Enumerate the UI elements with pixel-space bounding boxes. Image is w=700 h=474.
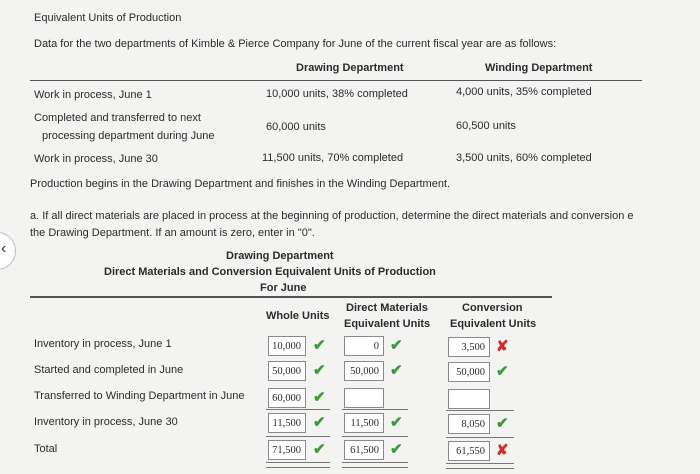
- check-icon: ✔: [313, 362, 326, 379]
- dm-input-wip-june30[interactable]: 11,500: [344, 413, 384, 433]
- check-icon: ✔: [313, 414, 326, 431]
- check-icon: ✔: [390, 441, 403, 458]
- conv-double-rule: [446, 463, 514, 469]
- check-icon: ✔: [390, 362, 403, 379]
- schedule-header-rule: [30, 296, 552, 298]
- whole-units-double-rule: [266, 462, 330, 468]
- conv-subtotal-rule: [446, 410, 514, 411]
- cross-icon: ✘: [496, 442, 509, 459]
- col-winding-header: Winding Department: [485, 62, 593, 74]
- question-line2: the Drawing Department. If an amount is zero, enter in "0".: [30, 227, 315, 239]
- row-transferred-label2: processing department during June: [42, 130, 215, 142]
- col-drawing-header: Drawing Department: [296, 62, 404, 74]
- conv-input-transferred[interactable]: [448, 389, 490, 409]
- sched-row-wip-june30-label: Inventory in process, June 30: [34, 416, 178, 428]
- dm-input-total[interactable]: 61,500: [344, 440, 384, 460]
- conv-input-wip-june1[interactable]: 3,500: [448, 337, 490, 357]
- check-icon: ✔: [313, 337, 326, 354]
- sched-row-started-label: Started and completed in June: [34, 364, 184, 376]
- dm-header-line2: Equivalent Units: [344, 318, 431, 330]
- row-wip-june1-label: Work in process, June 1: [34, 89, 152, 101]
- check-icon: ✔: [390, 337, 403, 354]
- row-transferred-winding: 60,500 units: [456, 120, 516, 132]
- whole-units-input-started[interactable]: 50,000: [268, 361, 306, 381]
- sched-row-transferred-label: Transferred to Winding Department in June: [34, 390, 245, 402]
- dm-header-line1: Direct Materials: [346, 302, 428, 314]
- row-wip-june1-drawing: 10,000 units, 38% completed: [266, 88, 408, 100]
- conv-input-started[interactable]: 50,000: [448, 362, 490, 382]
- row-wip-june30-label: Work in process, June 30: [34, 153, 158, 165]
- question-line1: a. If all direct materials are placed in process at the beginning of production, determine the direct materials and conversion e: [30, 210, 634, 222]
- chevron-left-icon: ‹: [1, 240, 7, 257]
- whole-units-subtotal-rule: [266, 409, 330, 410]
- conv-header-line2: Equivalent Units: [450, 318, 537, 330]
- conv-total-rule: [446, 437, 514, 438]
- dm-double-rule: [342, 462, 408, 468]
- whole-units-input-wip-june30[interactable]: 11,500: [268, 413, 306, 433]
- dm-total-rule: [342, 436, 408, 437]
- row-wip-june1-winding: 4,000 units, 35% completed: [456, 86, 592, 98]
- whole-units-input-wip-june1[interactable]: 10,000: [268, 336, 306, 356]
- dm-subtotal-rule: [342, 409, 408, 410]
- row-transferred-label: Completed and transferred to next: [34, 112, 201, 124]
- schedule-title-dept: Drawing Department: [226, 250, 334, 262]
- conv-input-total[interactable]: 61,550: [448, 441, 490, 461]
- check-icon: ✔: [313, 389, 326, 406]
- sched-row-total-label: Total: [34, 443, 58, 455]
- whole-units-header: Whole Units: [266, 310, 330, 322]
- dm-input-started[interactable]: 50,000: [344, 361, 384, 381]
- whole-units-input-total[interactable]: 71,500: [268, 440, 306, 460]
- process-note: Production begins in the Drawing Department and finishes in the Winding Department.: [30, 178, 451, 190]
- sched-row-wip-june1-label: Inventory in process, June 1: [34, 338, 172, 350]
- schedule-title-period: For June: [260, 282, 307, 294]
- row-transferred-drawing: 60,000 units: [266, 121, 326, 133]
- dm-input-transferred[interactable]: [344, 388, 384, 408]
- check-icon: ✔: [390, 414, 403, 431]
- whole-units-total-rule: [266, 436, 330, 437]
- back-nav-button[interactable]: [0, 232, 16, 270]
- dm-input-wip-june1[interactable]: 0: [344, 336, 384, 356]
- intro-text: Data for the two departments of Kimble & Pierce Company for June of the current fiscal year are as follows:: [34, 38, 557, 50]
- schedule-title-main: Direct Materials and Conversion Equivalent Units of Production: [104, 266, 436, 278]
- row-wip-june30-drawing: 11,500 units, 70% completed: [262, 152, 404, 164]
- whole-units-input-transferred[interactable]: 60,000: [268, 388, 306, 408]
- check-icon: ✔: [313, 441, 326, 458]
- check-icon: ✔: [496, 415, 509, 432]
- header-rule: [30, 80, 642, 81]
- cross-icon: ✘: [496, 338, 509, 355]
- check-icon: ✔: [496, 363, 509, 380]
- conv-input-wip-june30[interactable]: 8,050: [448, 414, 490, 434]
- row-wip-june30-winding: 3,500 units, 60% completed: [456, 152, 592, 164]
- section-title: Equivalent Units of Production: [34, 12, 182, 24]
- conv-header-line1: Conversion: [462, 302, 523, 314]
